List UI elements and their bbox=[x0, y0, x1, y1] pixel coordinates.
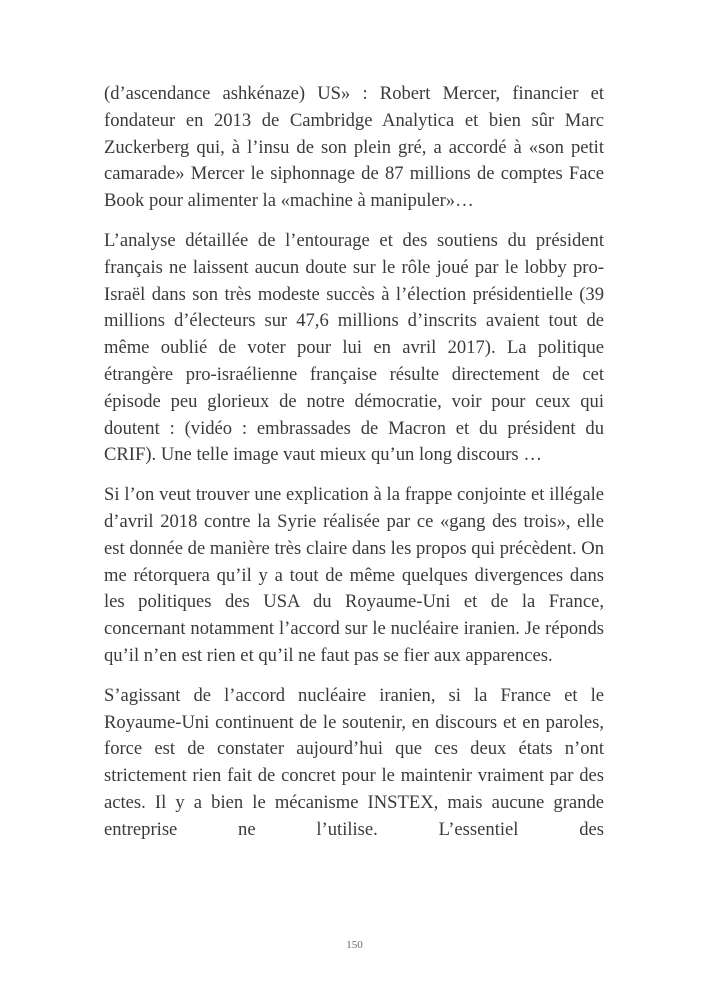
paragraph-mercer-zuckerberg: (d’ascendance ashkénaze) US» : Robert Mercer, financier et fondateur en 2013 de Cambridge Analytica et bien sûr Marc Zuckerberg qui, à l’insu de son plein gré, a accordé à «son petit camarade» Mercer le siphonnage de 87 millions de comptes Face Book pour alimenter la «machine à manipuler»… bbox=[104, 83, 604, 212]
paragraph-accord-nucleaire: S’agissant de l’accord nucléaire iranien, si la France et le Royaume-Uni continuent de le soutenir, en discours et en paroles, force est de constater aujourd’hui que ces deux états n’ont strictement rien fait de concret pour le maintenir vraiment par des actes. Il y a bien le mécanisme INSTEX, mais aucune grande entreprise ne l’utilise. L’essentiel des bbox=[104, 684, 604, 840]
page-number: 150 bbox=[346, 939, 363, 951]
paragraph-entourage-president: L’analyse détaillée de l’entourage et des soutiens du président français ne laissent aucun doute sur le rôle joué par le lobby pro-Israël dans son très modeste succès à l’élection présidentielle (39 millions d’électeurs sur 47,6 millions d’inscrits avaient tout de même oublié de voter pour lui en avril 2017). La politique étrangère pro-israélienne française résulte directement de cet épisode peu glorieux de notre démocratie, voir pour ceux qui doutent : (vidéo : embrassades de Macron et du président du CRIF). Une telle image vaut mieux qu’un long discours … bbox=[104, 229, 604, 466]
paragraph-frappe-syrie: Si l’on veut trouver une explication à la frappe conjointe et illégale d’avril 2018 contre la Syrie réalisée par ce «gang des trois», elle est donnée de manière très claire dans les propos qui précèdent. On me rétorquera qu’il y a tout de même quelques divergences dans les politiques des USA du Royaume-Uni et de la France, concernant notamment l’accord sur le nucléaire iranien. Je réponds qu’il n’en est rien et qu’il ne faut pas se fier aux apparences. bbox=[104, 484, 604, 666]
page-body bbox=[104, 81, 604, 857]
